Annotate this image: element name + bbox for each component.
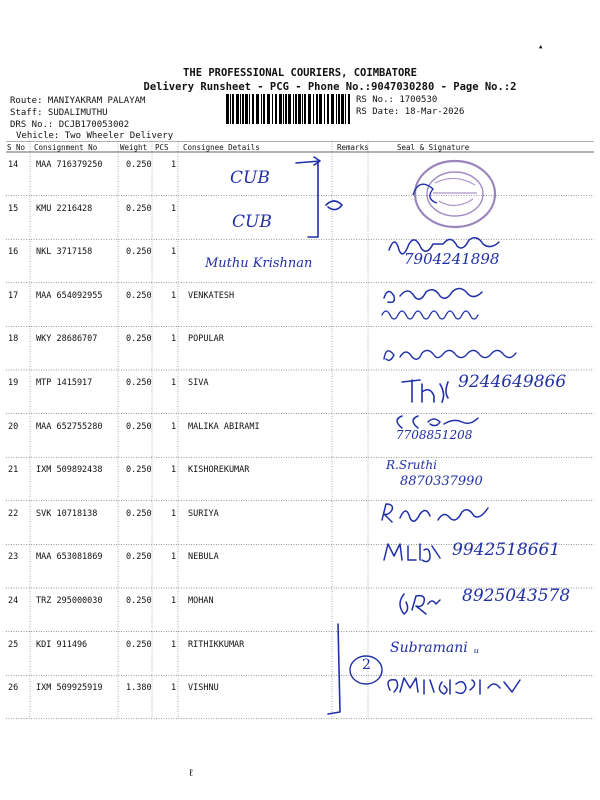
row-sno: 21 [8,465,19,476]
row-pcs: 1 [171,508,177,519]
row-consignee: MALIKA ABIRAMI [188,421,260,432]
col-header-pcs: PCS [155,143,169,152]
signature-row17 [380,284,490,306]
row-pcs: 1 [171,639,177,650]
rs-number: RS No.: 1700530 [356,95,438,105]
row-pcs: 1 [171,334,177,345]
company-title: THE PROFESSIONAL COURIERS, COIMBATORE [183,67,417,79]
row-sno: 16 [8,247,19,258]
row-pcs: 1 [171,378,177,388]
row-weight: 0.250 [126,203,152,214]
row-consignment-no: IXM 509925919 [36,683,103,694]
row15-note: CUB [232,212,272,232]
col-header-consignment: Consignment No [34,143,98,152]
row-consignment-no: MAA 654092955 [36,290,103,301]
row-pcs: 1 [171,247,177,258]
signature-row18 [380,343,530,365]
signature-row23 [380,540,446,564]
row-consignment-no: WKY 28686707 [36,334,98,345]
bottom-mark: ℓ [188,768,195,779]
row-consignment-no: IXM 509892438 [36,465,103,476]
row-consignee: VISHNU [188,683,219,694]
col-header-weight: Weight [120,143,148,152]
row-weight: 0.250 [126,552,152,563]
row-consignment-no: TRZ 295000030 [36,596,103,606]
col-header-sno: S No [7,143,26,152]
row-consignee: VENKATESH [188,290,235,301]
signature-row24 [394,590,444,618]
row-weight: 0.250 [126,160,152,170]
row-pcs: 1 [171,683,177,694]
phone-row17 [378,305,518,323]
row-consignee: SURIYA [188,508,219,519]
row-consignee: MOHAN [188,596,214,606]
runsheet-subtitle: Delivery Runsheet - PCG - Phone No.:9047030280 - Page No.:2 [143,81,517,93]
row-sno: 25 [8,639,19,650]
phone-row20: 7708851208 [396,428,473,442]
row-weight: 0.250 [126,334,152,345]
row-sno: 22 [8,508,19,519]
row-weight: 0.250 [126,596,152,606]
rs-date: RS Date: 18-Mar-2026 [356,107,465,117]
row-consignment-no: SVK 10718138 [36,508,98,519]
row-sno: 26 [8,683,19,694]
col-header-remarks: Remarks [337,143,369,152]
row-consignee: NEBULA [188,552,219,563]
corner-mark: ▴ [538,42,544,52]
row-weight: 0.250 [126,290,152,301]
row-sno: 17 [8,290,19,301]
circle-number: 2 [362,657,371,673]
phone-row24: 8925043578 [462,586,571,606]
drs-number: DRS No.: DCJB170053002 [10,120,130,130]
row-pcs: 1 [171,160,177,170]
row-consignee: RITHIKKUMAR [188,639,245,650]
row-consignment-no: MAA 652755280 [36,421,103,432]
signature-row25-tail: ᵤ [474,642,480,657]
row-consignment-no: KDI 911496 [36,639,88,650]
phone-row23: 9942518661 [452,540,561,560]
row-weight: 0.250 [126,508,152,519]
row16-handwritten-name: Muthu Krishnan [205,256,313,271]
row-consignment-no: NKL 3717158 [36,247,93,258]
barcode [226,94,352,124]
signature-row25: Subramani [390,640,468,656]
number-row26 [384,674,534,698]
row-sno: 14 [8,160,19,170]
row-consignee: POPULAR [188,334,224,345]
row-weight: 0.250 [126,378,152,388]
row-sno: 24 [8,596,19,606]
row-sno: 19 [8,378,19,388]
row-pcs: 1 [171,465,177,476]
row-sno: 15 [8,203,19,214]
row-consignment-no: MTP 1415917 [36,378,93,388]
route-label: Route: MANIYAKRAM PALAYAM [10,96,146,106]
col-header-signature: Seal & Signature [397,143,470,152]
bracket-arrow-mark [290,155,360,245]
row-pcs: 1 [171,290,177,301]
row-consignee: KISHOREKUMAR [188,465,250,476]
row-consignee: SIVA [188,378,209,388]
row-sno: 20 [8,421,19,432]
phone-row19: 9244649866 [458,372,567,392]
row-pcs: 1 [171,421,177,432]
name-row21: R.Sruthi [386,458,437,472]
row-sno: 23 [8,552,19,563]
bracket-circle-mark [316,620,386,720]
vehicle-label: Vehicle: Two Wheeler Delivery [16,131,174,141]
row-sno: 18 [8,334,19,345]
signature-row22 [378,500,508,526]
row-pcs: 1 [171,552,177,563]
signature-row19 [398,376,458,404]
row-weight: 0.250 [126,421,152,432]
seal-stamp [405,155,505,233]
row-weight: 0.250 [126,465,152,476]
phone-row16: 7904241898 [404,250,500,268]
row-weight: 0.250 [126,247,152,258]
row-pcs: 1 [171,203,177,214]
row-consignment-no: MAA 653081869 [36,552,103,563]
col-header-consignee: Consignee Details [183,143,260,152]
phone-row21: 8870337990 [400,474,483,489]
row-consignment-no: MAA 716379250 [36,160,103,170]
row14-note: CUB [230,168,270,188]
row-pcs: 1 [171,596,177,606]
row-weight: 1.380 [126,683,152,694]
row-weight: 0.250 [126,639,152,650]
staff-label: Staff: SUDALIMUTHU [10,108,108,118]
row-consignment-no: KMU 2216428 [36,203,93,214]
